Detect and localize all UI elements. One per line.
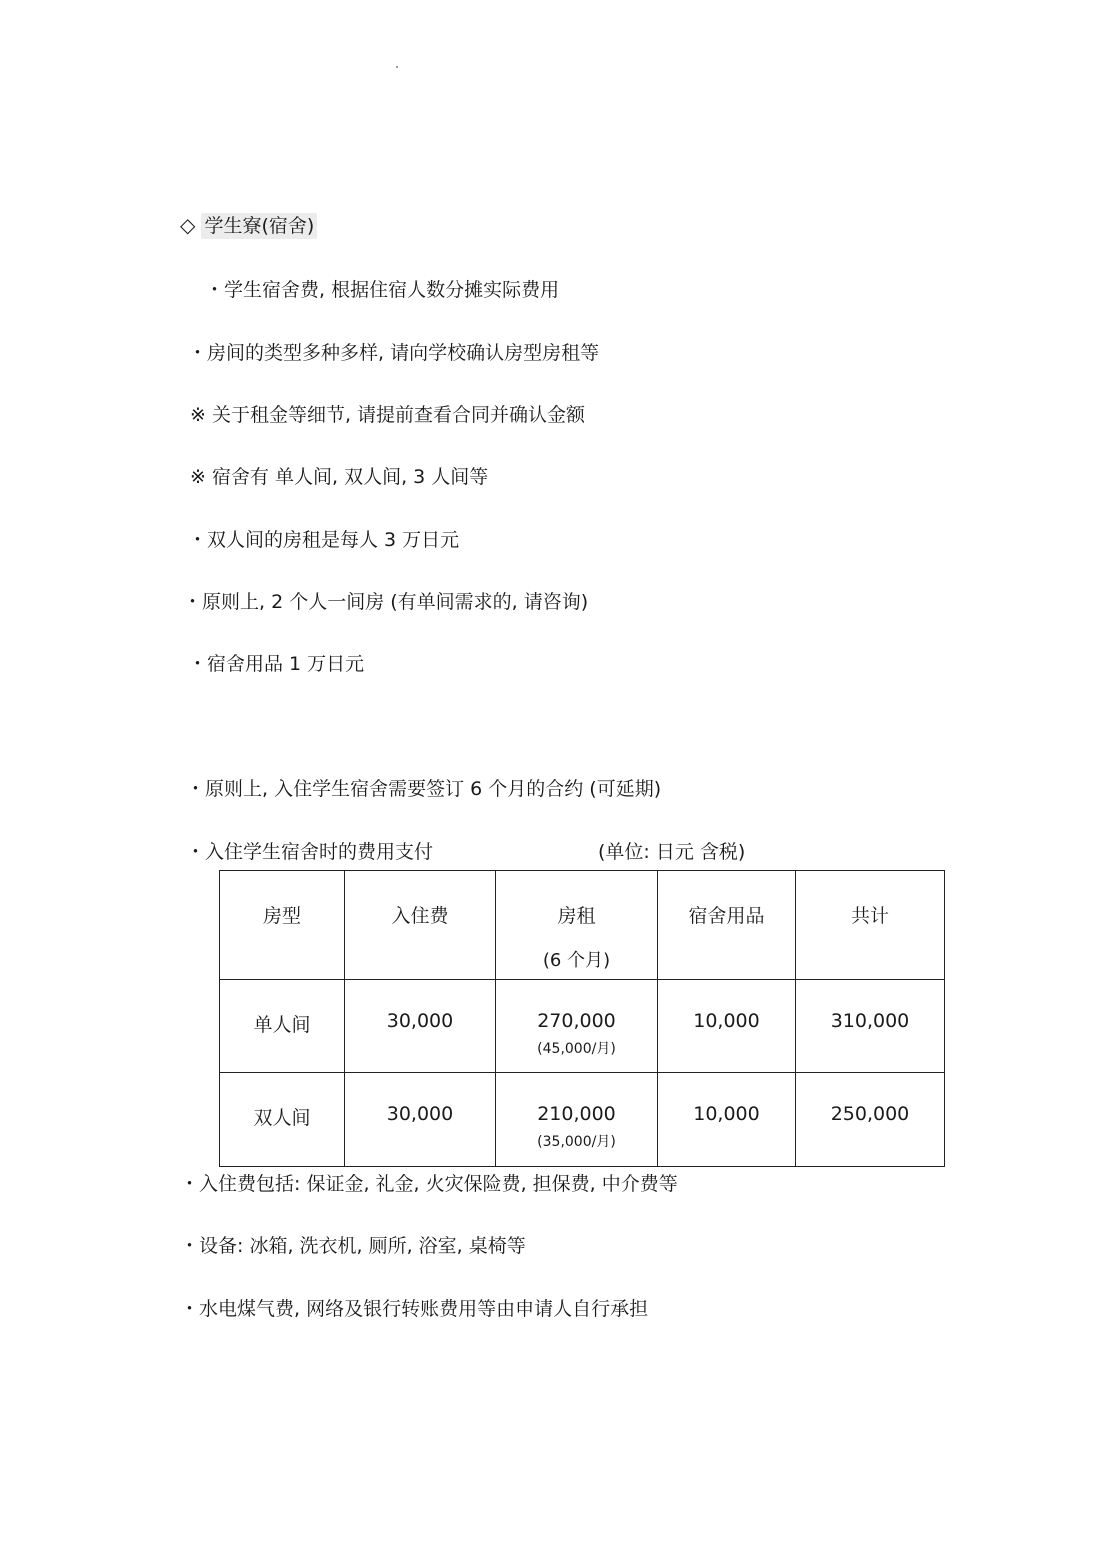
twin-rent-line: ・双人间的房租是每人 3 万日元 (188, 529, 460, 551)
cell-supplies: 10,000 (658, 1073, 796, 1167)
payment-line: ・入住学生宿舍时的费用支付 (186, 841, 434, 863)
table-row (220, 1073, 945, 1167)
principle-two-line: ・原则上, 2 个人一间房 (有单间需求的, 请咨询) (183, 591, 589, 613)
header-move-in-fee: 入住费 (345, 871, 496, 980)
header-supplies: 宿舍用品 (658, 871, 796, 980)
table-row (220, 979, 945, 1073)
cell-move-in-fee: 30,000 (345, 1073, 496, 1167)
header-total: 共计 (796, 871, 945, 980)
header-rent-period: (6 个月) (542, 950, 611, 971)
cell-supplies: 10,000 (658, 979, 796, 1073)
header-room-type: 房型 (220, 871, 345, 980)
rooms-note-line: ※ 宿舍有 单人间, 双人间, 3 人间等 (190, 466, 489, 488)
unit-note: (单位: 日元 含税) (598, 841, 746, 863)
cell-move-in-fee: 30,000 (345, 979, 496, 1073)
cell-room-type: 单人间 (220, 979, 345, 1073)
contract-line: ・原则上, 入住学生宿舍需要签订 6 个月的合约 (可延期) (186, 778, 662, 800)
room-types-line: ・房间的类型多种多样, 请向学校确认房型房租等 (188, 342, 600, 364)
cell-total: 310,000 (796, 979, 945, 1073)
section-title (180, 212, 317, 239)
utilities-line: ・水电煤气费, 网络及银行转账费用等由申请人自行承担 (180, 1298, 649, 1320)
cell-rent-monthly: (35,000/月) (537, 1134, 616, 1151)
cell-rent-monthly: (45,000/月) (537, 1040, 616, 1057)
includes-line: ・入住费包括: 保证金, 礼金, 火灾保险费, 担保费, 中介费等 (180, 1173, 678, 1195)
cell-total: 250,000 (796, 1073, 945, 1167)
equipment-line: ・设备: 冰箱, 洗衣机, 厕所, 浴室, 桌椅等 (180, 1235, 526, 1257)
header-rent: 房租 (6 个月) (496, 871, 658, 980)
section-title-text: 学生寮(宿舍) (201, 213, 317, 239)
fee-share-line: ・学生宿舍费, 根据住宿人数分摊实际费用 (205, 279, 560, 301)
cell-room-type: 双人间 (220, 1073, 345, 1167)
scan-speck (396, 66, 398, 68)
table-header-row (220, 871, 945, 980)
diamond-icon: ◇ (180, 213, 196, 237)
contract-note-line: ※ 关于租金等细节, 请提前查看合同并确认金额 (190, 404, 586, 426)
fee-table (219, 870, 945, 1167)
cell-rent: 210,000 (35,000/月) (496, 1073, 658, 1167)
cell-rent: 270,000 (45,000/月) (496, 979, 658, 1073)
supplies-line: ・宿舍用品 1 万日元 (188, 653, 365, 675)
